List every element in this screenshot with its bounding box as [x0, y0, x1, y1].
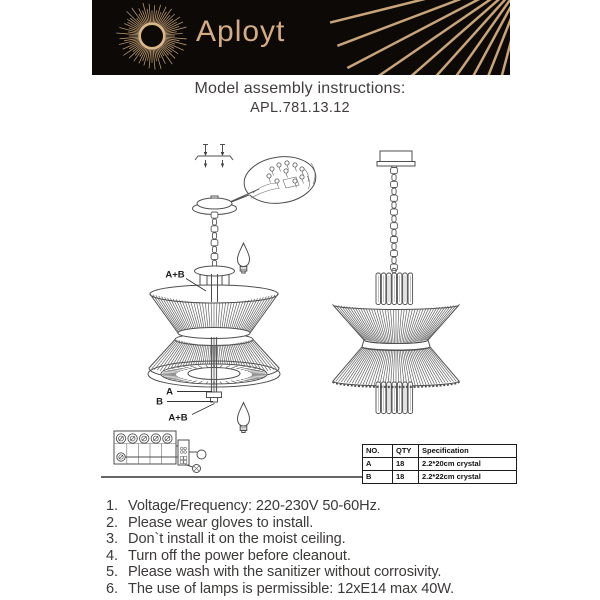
candle-bulb-icon — [238, 243, 250, 273]
table-row: B 18 2.2*22cm crystal — [363, 471, 517, 484]
table-row: A 18 2.2*20cm crystal — [363, 458, 517, 471]
instruction-item: 6. The use of lamps is permissible: 12xE14 max 40W. — [106, 580, 455, 597]
brand-name: Aployt — [196, 15, 286, 48]
col-qty: QTY — [393, 445, 419, 458]
crystal-bars-top — [376, 273, 413, 305]
col-spec: Specification — [419, 445, 517, 458]
assembled-view-drawing — [333, 151, 459, 414]
table-header-row — [363, 445, 517, 458]
callout-bubble — [221, 152, 319, 208]
model-number: APL.781.13.12 — [250, 100, 350, 116]
instruction-item: 4. Turn off the power before cleanout. — [106, 547, 351, 564]
instruction-item: 1. Voltage/Frequency: 220-230V 50-60Hz. — [106, 498, 381, 514]
chain-drawing — [391, 168, 398, 271]
label-a: A — [166, 386, 173, 398]
instruction-item: 5. Please wash with the sanitizer without corrosivity. — [106, 564, 442, 580]
col-no: NO. — [363, 445, 393, 458]
instructions-list — [0, 498, 600, 597]
label-b: B — [156, 396, 163, 408]
chain-drawing — [211, 212, 218, 267]
wiring-diagram — [101, 431, 362, 477]
parts-table — [362, 444, 517, 484]
crystal-hatch — [333, 305, 459, 344]
label-ab-top: A+B — [165, 269, 185, 281]
mounting-bracket-drawing — [195, 145, 233, 169]
page-title: Model assembly instructions: — [194, 80, 406, 97]
label-ab-bottom: A+B — [168, 412, 188, 424]
instruction-item: 3. Don`t install it on the moist ceiling. — [106, 531, 346, 547]
instruction-item: 2. Please wear gloves to install. — [106, 514, 314, 531]
exploded-view-drawing — [148, 145, 319, 433]
